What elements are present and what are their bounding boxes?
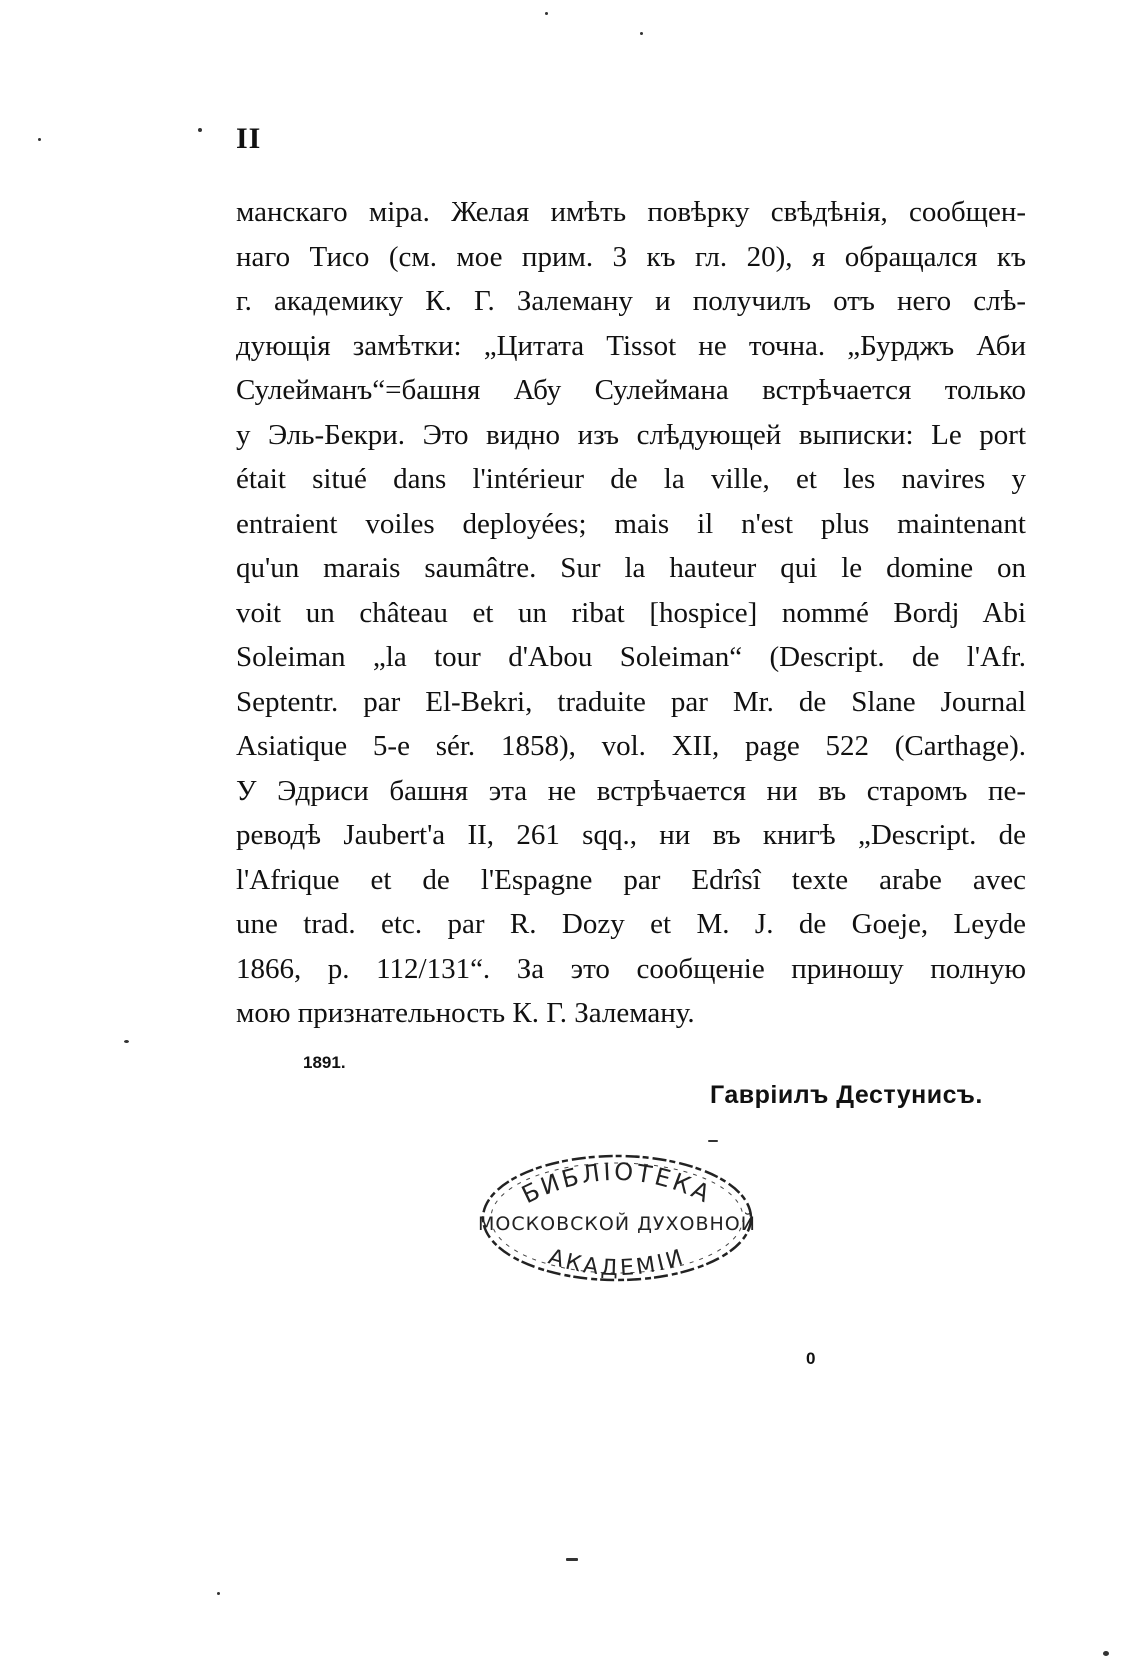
scan-speck — [1103, 1651, 1109, 1656]
scan-speck — [708, 1140, 718, 1142]
text-line: était situé dans l'intérieur de la ville, et les navires y — [236, 463, 1026, 495]
text-line: реводѣ Jaubert'a II, 261 sqq., ни въ книгѣ „Descript. de — [236, 819, 1026, 851]
scan-speck — [38, 138, 41, 141]
body-text — [236, 190, 1026, 1036]
text-line: У Эдриси башня эта не встрѣчается ни въ старомъ пе- — [236, 774, 1026, 807]
year: 1891. — [303, 1053, 346, 1072]
text-line: мою признательность К. Г. Залеману. — [236, 997, 695, 1029]
scan-speck — [217, 1592, 220, 1595]
page-number: II — [236, 122, 262, 155]
scan-speck — [545, 12, 548, 15]
stamp-line-top: БИБЛІОТЕКА — [517, 1157, 717, 1210]
text-line: l'Afrique et de l'Espagne par Edrîsî texte arabe avec — [236, 863, 1026, 896]
library-stamp — [478, 1150, 756, 1286]
scan-speck — [124, 1040, 129, 1043]
text-line: Сулейманъ“=башня Абу Сулеймана встрѣчается только — [236, 374, 1026, 406]
stamp-line-middle: МОСКОВСКОЙ ДУХОВНОЙ — [478, 1213, 756, 1235]
text-line: наго Тисо (см. мое прим. 3 къ гл. 20), я обращался къ — [236, 240, 1026, 273]
text-line: une trad. etc. par R. Dozy et M. J. de Goeje, Leyde — [236, 908, 1026, 940]
text-line: Asiatique 5-e sér. 1858), vol. XII, page 522 (Carthage). — [236, 730, 1026, 762]
scan-speck — [640, 32, 643, 35]
signature: Гавріилъ Дестунисъ. — [710, 1081, 983, 1109]
text-line: дующія замѣтки: „Цитата Tissot не точна. „Бурджъ Аби — [236, 329, 1026, 362]
text-line: 1866, p. 112/131“. За это сообщеніе приношу полную — [236, 952, 1026, 985]
stamp-line-bottom: АКАДЕМІИ — [545, 1244, 689, 1282]
text-line: entraient voiles deployées; mais il n'est plus maintenant — [236, 507, 1026, 540]
text-line: манскаго міра. Желая имѣть повѣрку свѣдѣнія, сообщен- — [236, 196, 1026, 228]
scan-speck — [566, 1558, 578, 1561]
footer-mark: 0 — [806, 1349, 816, 1368]
scan-speck — [198, 128, 202, 132]
text-line: Septentr. par El-Bekri, traduite par Mr. de Slane Journal — [236, 685, 1026, 718]
text-line: у Эль-Бекри. Это видно изъ слѣдующей выписки: Le port — [236, 418, 1026, 451]
text-line: Soleiman „la tour d'Abou Soleiman“ (Descript. de l'Afr. — [236, 641, 1026, 673]
text-line: voit un château et un ribat [hospice] nommé Bordj Abi — [236, 596, 1026, 629]
text-line: qu'un marais saumâtre. Sur la hauteur qui le domine on — [236, 552, 1026, 584]
text-line: г. академику К. Г. Залеману и получилъ отъ него слѣ- — [236, 285, 1026, 317]
